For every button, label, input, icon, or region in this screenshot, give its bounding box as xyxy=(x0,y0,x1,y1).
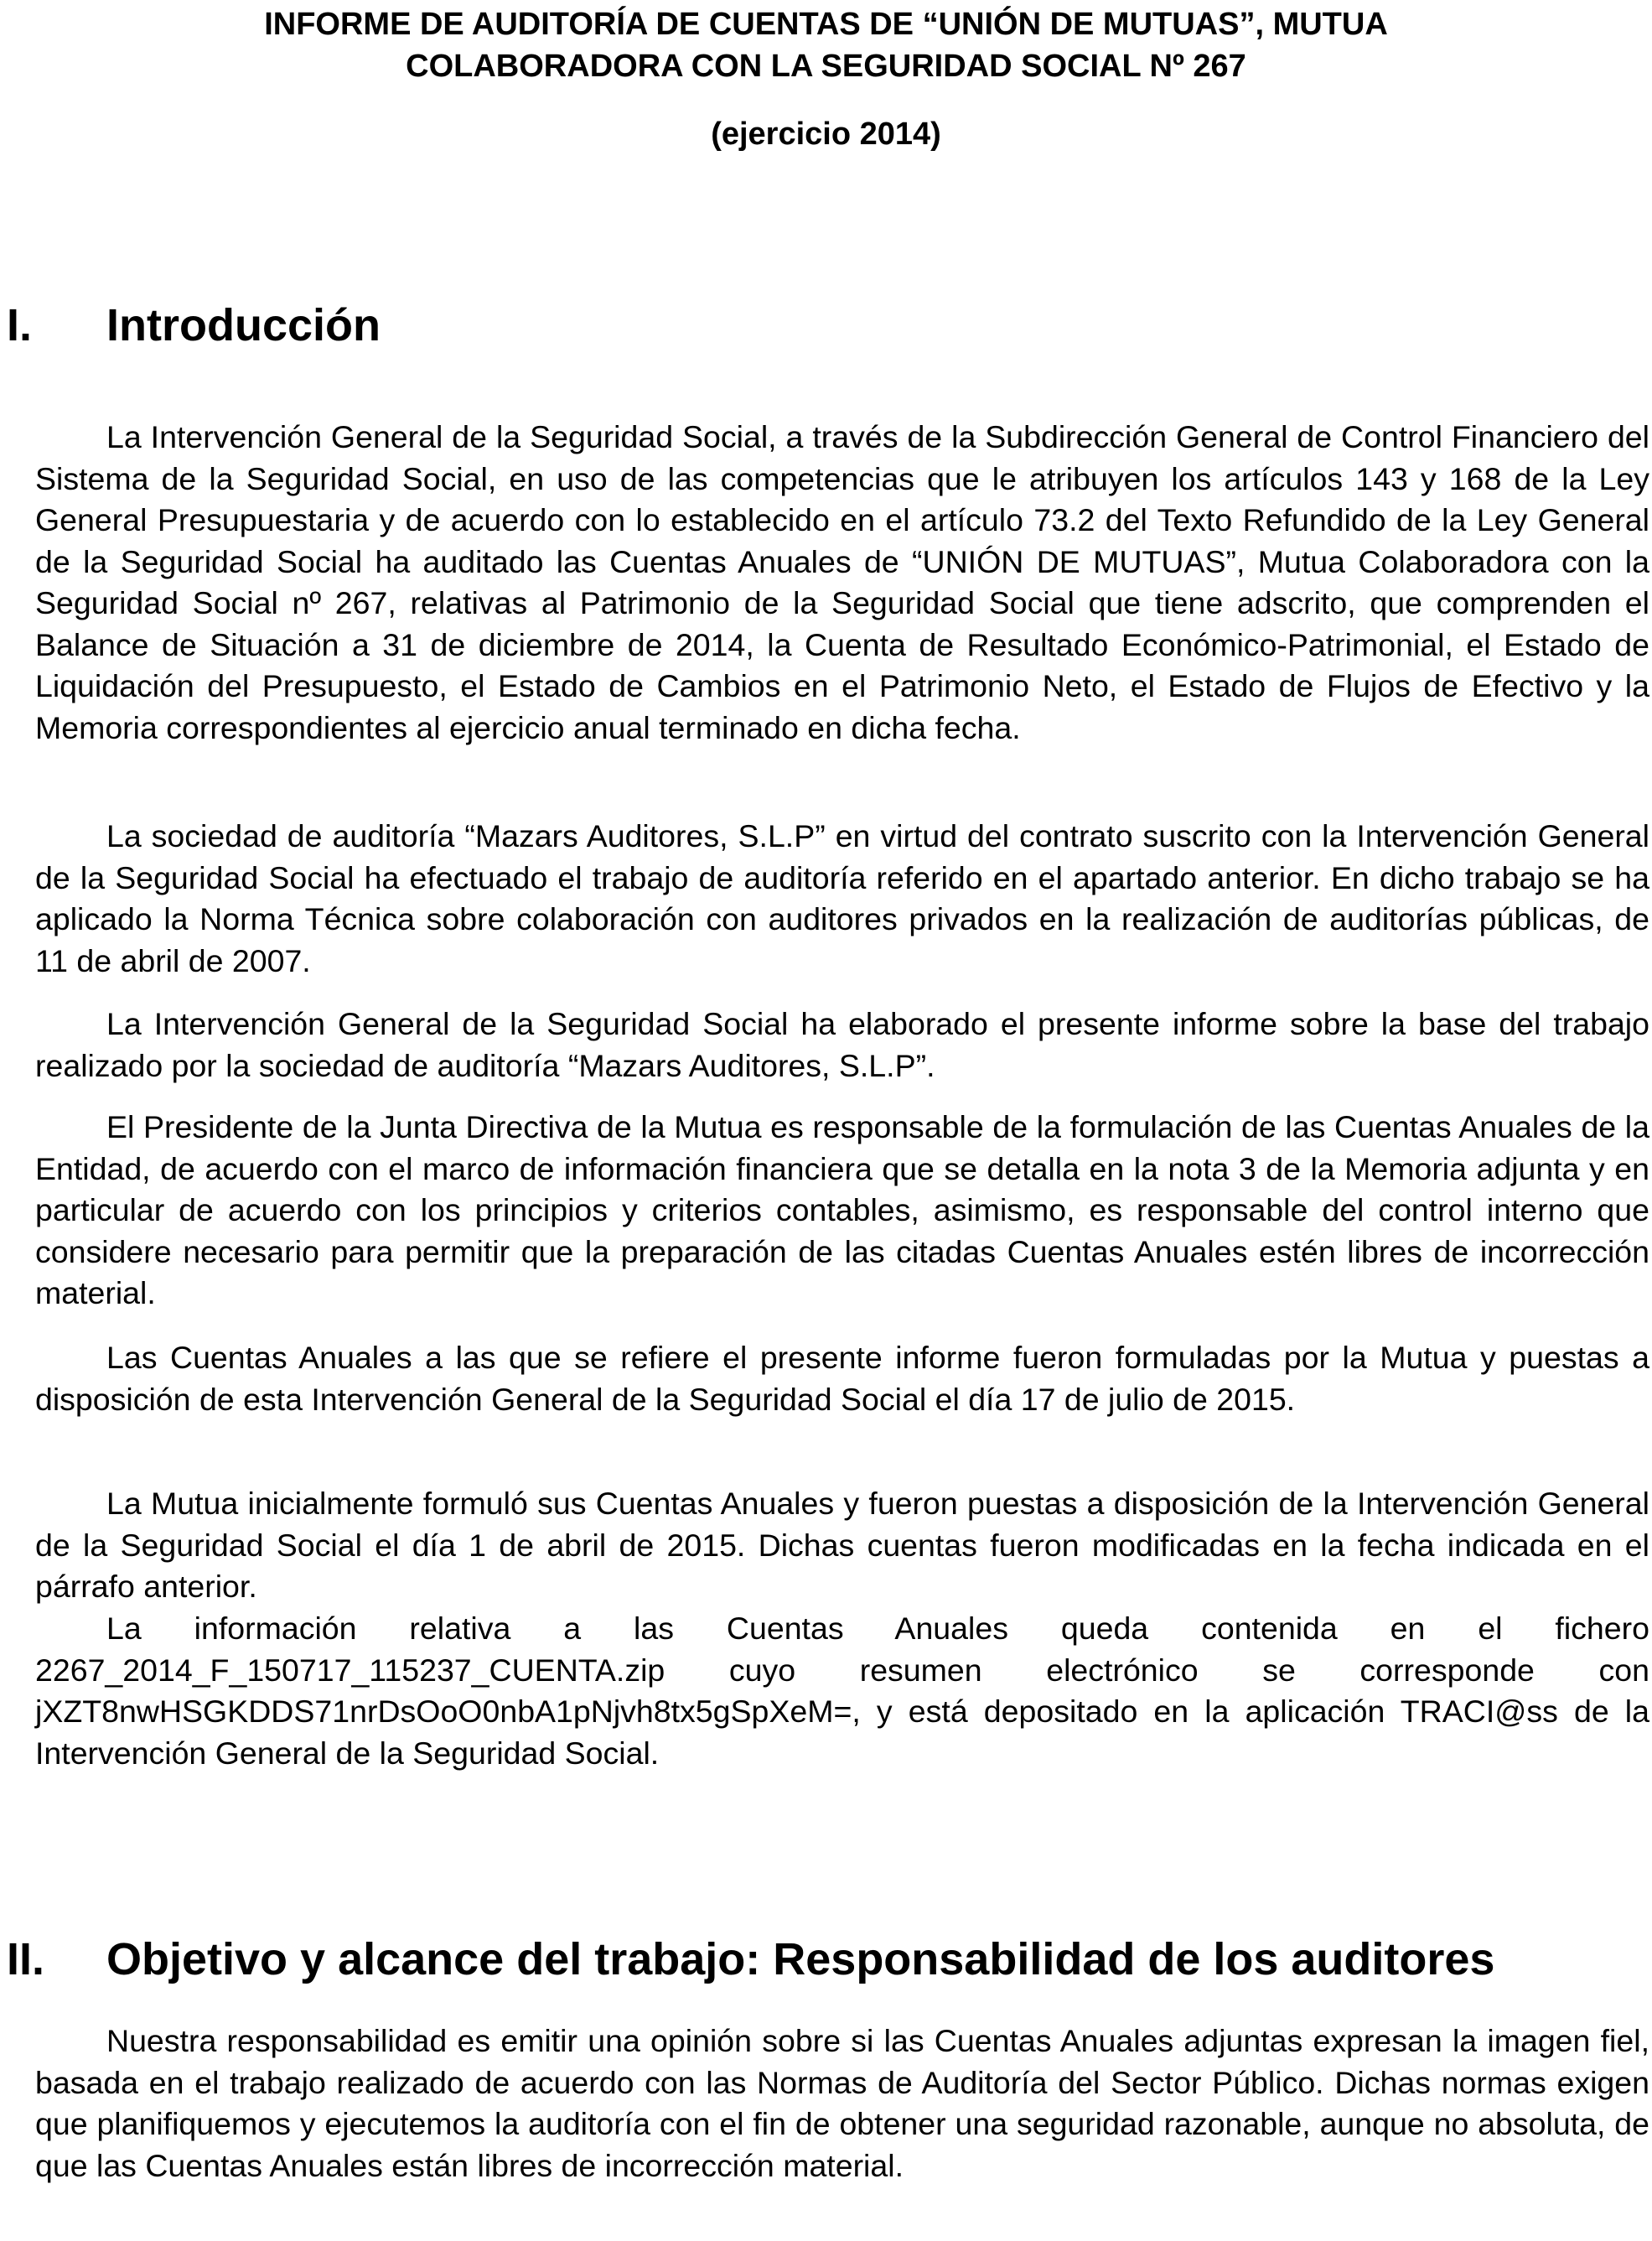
paragraph: El Presidente de la Junta Directiva de la Mutua es responsable de la formulación de las Cuentas Anuales de la Entidad, de acuerdo con el marco de información financiera que se detalla en la nota 3 de la Memoria adjunta y en particular de acuerdo con los principios y criterios contables, asimismo, es responsable del control interno que considere necesario para permitir que la preparación de las citadas Cuentas Anuales estén libres de incorrección material. xyxy=(35,1109,1649,1310)
section-title: Objetivo y alcance del trabajo: Responsabilidad de los auditores xyxy=(106,1934,1495,1984)
section-number: II. xyxy=(7,1934,45,1984)
report-title-line-2: COLABORADORA CON LA SEGURIDAD SOCIAL Nº 267 xyxy=(406,49,1246,84)
paragraph: La sociedad de auditoría “Mazars Auditores, S.L.P” en virtud del contrato suscrito con la Intervención General de la Seguridad Social ha efectuado el trabajo de auditoría referido en el apartado anterior. En dicho trabajo se ha aplicado la Norma Técnica sobre colaboración con auditores privados en la realización de auditorías públicas, de 11 de abril de 2007. xyxy=(35,818,1649,978)
section-number: I. xyxy=(7,300,33,350)
paragraph: La Intervención General de la Seguridad Social ha elaborado el presente informe sobre la base del trabajo realizado por la sociedad de auditoría “Mazars Auditores, S.L.P”. xyxy=(35,1006,1649,1083)
paragraph: Las Cuentas Anuales a las que se refiere el presente informe fueron formuladas por la Mutua y puestas a disposición de esta Intervención General de la Seguridad Social el día 17 de julio de 2015. xyxy=(35,1340,1649,1417)
report-fiscal-year: (ejercicio 2014) xyxy=(711,117,941,152)
paragraph: La Intervención General de la Seguridad Social, a través de la Subdirección General de Control Financiero del Sistema de la Seguridad Social, en uso de las competencias que le atribuyen los artículos 143 y 168 de la Ley General Presupuestaria y de acuerdo con lo establecido en el artículo 73.2 del Texto Refundido de la Ley General de la Seguridad Social ha auditado las Cuentas Anuales de “UNIÓN DE MUTUAS”, Mutua Colaboradora con la Seguridad Social nº 267, relativas al Patrimonio de la Seguridad Social que tiene adscrito, que comprenden el Balance de Situación a 31 de diciembre de 2014, la Cuenta de Resultado Económico-Patrimonial, el Estado de Liquidación del Presupuesto, el Estado de Cambios en el Patrimonio Neto, el Estado de Flujos de Efectivo y la Memoria correspondientes al ejercicio anual terminado en dicha fecha. xyxy=(35,419,1649,745)
paragraph: La Mutua inicialmente formuló sus Cuentas Anuales y fueron puestas a disposición de la Intervención General de la Seguridad Social el día 1 de abril de 2015. Dichas cuentas fueron modificadas en la fecha indicada en el párrafo anterior. xyxy=(35,1486,1649,1604)
report-title-line-1: INFORME DE AUDITORÍA DE CUENTAS DE “UNIÓN DE MUTUAS”, MUTUA xyxy=(264,7,1388,42)
paragraph: La información relativa a las Cuentas Anuales queda contenida en el fichero 2267_2014_F_150717_115237_CUENTA.zip cuyo resumen electrónico se corresponde con jXZT8nwHSGKDDS71nrDsOoO0nbA1pNjvh8tx5gSpXeM=, y está depositado en la aplicación TRACI@ss de la Intervención General de la Seguridad Social. xyxy=(35,1611,1649,1771)
paragraph: Nuestra responsabilidad es emitir una opinión sobre si las Cuentas Anuales adjuntas expresan la imagen fiel, basada en el trabajo realizado de acuerdo con las Normas de Auditoría del Sector Público. Dichas normas exigen que planifiquemos y ejecutemos la auditoría con el fin de obtener una seguridad razonable, aunque no absoluta, de que las Cuentas Anuales están libres de incorrección material. xyxy=(35,2023,1649,2183)
section-title: Introducción xyxy=(106,300,381,350)
